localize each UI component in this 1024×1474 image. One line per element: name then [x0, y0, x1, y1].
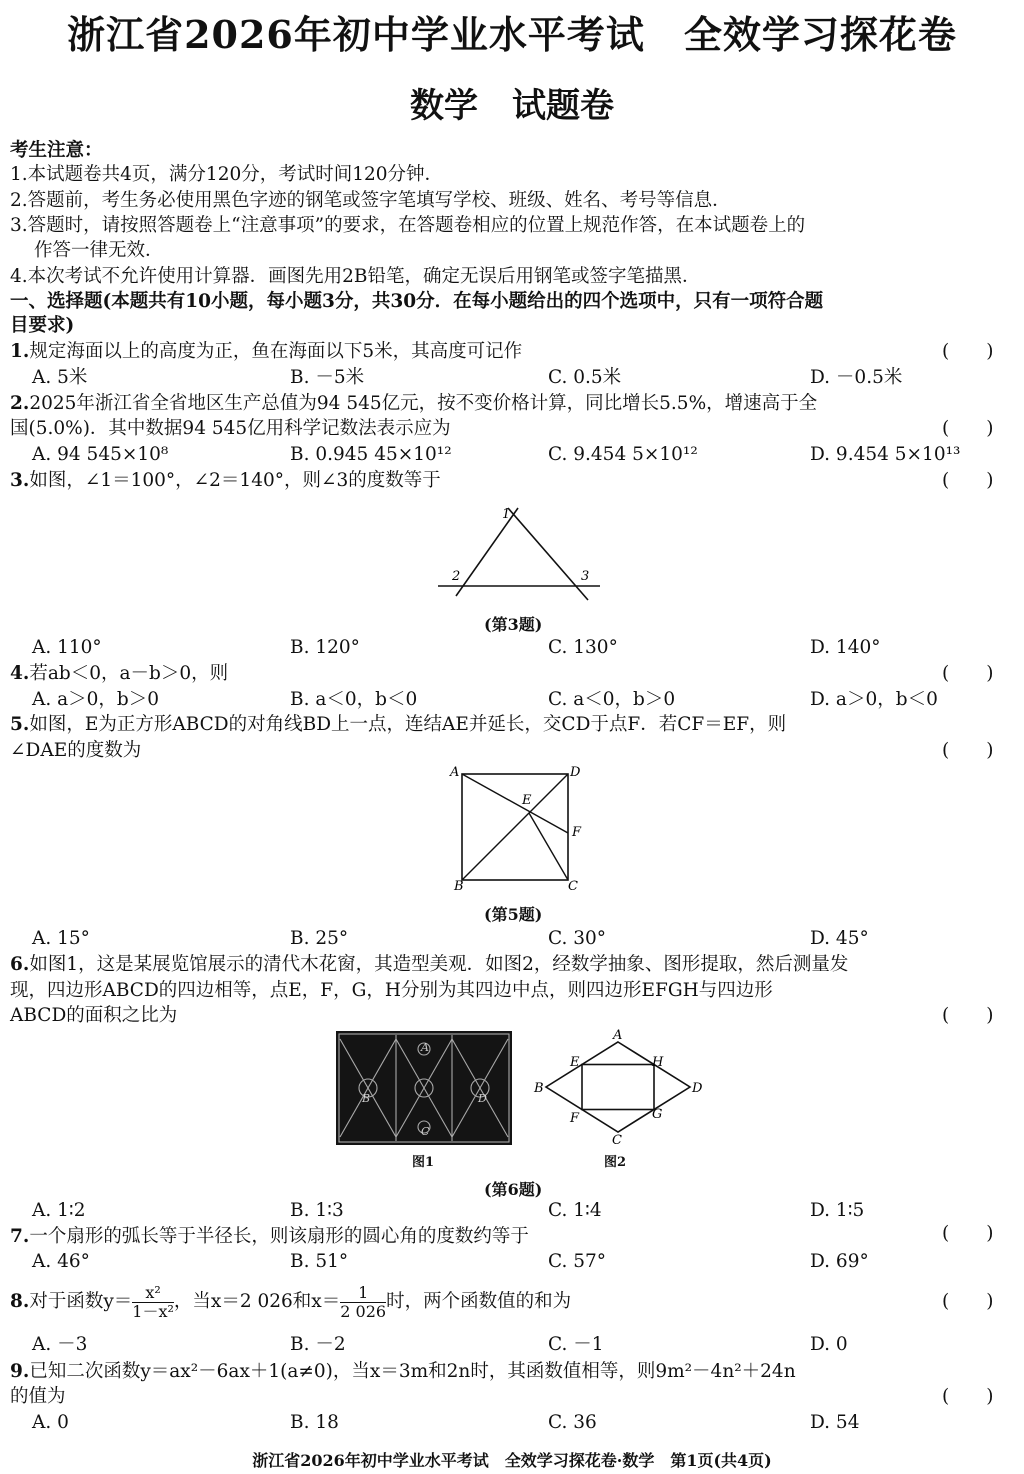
option-a: A. 110°: [32, 637, 102, 658]
question-text: 时，两个函数值的和为: [386, 1291, 572, 1312]
figure-2-label: 图2: [604, 1155, 627, 1170]
answer-blank: ( ): [942, 1005, 994, 1026]
notice-item: 4.本次考试不允许使用计算器．画图先用2B铅笔，确定无误后用钢笔或签字笔描黑．: [10, 266, 701, 287]
answer-blank: ( ): [942, 418, 994, 439]
option-a: A. 0: [32, 1412, 69, 1433]
question-text: ，当x＝2 026和x＝: [173, 1291, 341, 1312]
option-a: A. 46°: [32, 1251, 90, 1272]
question-text: 2025年浙江省全省地区生产总值为94 545亿元，按不变价格计算，同比增长5.5%，增速高于全: [29, 393, 818, 414]
option-a: A. 15°: [32, 928, 90, 949]
option-c: C. 9.454 5×10¹²: [548, 444, 698, 465]
point-label-d: D: [692, 1081, 703, 1096]
option-c: C. 36: [548, 1412, 597, 1433]
question-text: 如图1，这是某展览馆展示的清代木花窗，其造型美观．如图2，经数学抽象、图形提取，然后测量发: [29, 954, 849, 975]
question-number: 6.: [10, 954, 30, 975]
option-d: D. 9.454 5×10¹³: [810, 444, 961, 465]
figure-1-label: 图1: [412, 1155, 435, 1170]
notice-item: 3.答题时，请按照答题卷上“注意事项”的要求，在答题卷相应的位置上规范作答，在本试题卷上的: [10, 215, 806, 236]
diagonal-bd: [462, 774, 568, 880]
question-7: [10, 1225, 529, 1249]
option-b: B. 25°: [290, 928, 349, 949]
answer-blank: ( ): [942, 1223, 994, 1244]
figure-caption: (第3题): [484, 615, 543, 634]
point-label-g: G: [652, 1107, 663, 1122]
option-d: D. 1∶5: [810, 1200, 865, 1221]
option-d: D. a＞0，b＜0: [810, 689, 938, 710]
option-c: C. 130°: [548, 637, 618, 658]
option-c: C. a＜0，b＞0: [548, 689, 676, 710]
question-text: 现，四边形ABCD的四边相等，点E，F，G，H分别为其四边中点，则四边形EFGH与四边形: [10, 980, 773, 1001]
point-label-c: C: [612, 1133, 622, 1146]
question-text: 已知二次函数y＝ax²－6ax＋1(a≠0)，当x＝3m和2n时，其函数值相等，则9m²－4n²＋24n: [29, 1361, 796, 1382]
point-label-e: E: [570, 1055, 580, 1070]
photo-label-a: A: [421, 1041, 429, 1054]
question-6: [10, 953, 848, 977]
option-d: D. －0.5米: [810, 367, 903, 388]
question-text: 若ab＜0，a－b＞0，则: [29, 663, 229, 684]
question-text: 一个扇形的弧长等于半径长，则该扇形的圆心角的度数约等于: [29, 1226, 529, 1247]
question-number: 8.: [10, 1291, 30, 1312]
fraction: [340, 1284, 386, 1321]
question-text: 如图，∠1＝100°，∠2＝140°，则∠3的度数等于: [29, 470, 441, 491]
angle-label-1: 1: [502, 507, 511, 522]
question-number: 1.: [10, 341, 30, 362]
option-b: B. 1∶3: [290, 1200, 344, 1221]
question-number: 9.: [10, 1361, 30, 1382]
question-1: [10, 340, 522, 364]
q6-rhombus-figure: [530, 1028, 710, 1146]
exam-subtitle: 数学 试题卷: [410, 86, 614, 126]
point-label-a: A: [450, 765, 460, 780]
option-d: D. 54: [810, 1412, 860, 1433]
question-3: [10, 469, 441, 493]
answer-blank: ( ): [942, 470, 994, 491]
point-label-f: F: [572, 825, 582, 840]
option-b: B. a＜0，b＜0: [290, 689, 418, 710]
fraction-denominator: 1－x²: [132, 1301, 174, 1321]
option-c: C. 30°: [548, 928, 607, 949]
answer-blank: ( ): [942, 341, 994, 362]
rect-efgh: [582, 1065, 654, 1110]
answer-blank: ( ): [942, 1291, 994, 1312]
fraction-denominator: 2 026: [340, 1301, 387, 1321]
option-b: B. 18: [290, 1412, 339, 1433]
line-ec: [529, 813, 568, 880]
point-label-a: A: [613, 1028, 623, 1043]
notice-item: 作答一律无效．: [34, 240, 164, 261]
question-number: 5.: [10, 714, 30, 735]
fraction-numerator: 1: [358, 1282, 369, 1302]
q5-square-figure: [446, 762, 588, 894]
exam-title: 浙江省2026年初中学业水平考试 全效学习探花卷: [67, 12, 957, 57]
option-a: A. 5米: [32, 367, 88, 388]
option-d: D. 45°: [810, 928, 869, 949]
option-b: B. 0.945 45×10¹²: [290, 444, 452, 465]
figure-caption: (第5题): [484, 905, 543, 924]
window-photo: [336, 1031, 512, 1145]
rhombus-abcd: [546, 1042, 690, 1132]
option-b: B. 51°: [290, 1251, 349, 1272]
photo-label-d: D: [478, 1092, 487, 1105]
figure-caption: (第6题): [484, 1180, 543, 1199]
question-number: 2.: [10, 393, 30, 414]
q3-triangle-figure: [430, 500, 610, 605]
question-text: 的值为: [10, 1386, 66, 1407]
question-text: 规定海面以上的高度为正，鱼在海面以下5米，其高度可记作: [29, 341, 523, 362]
option-b: B. －5米: [290, 367, 365, 388]
option-b: B. －2: [290, 1334, 346, 1355]
fraction: [132, 1284, 174, 1321]
option-c: C. 0.5米: [548, 367, 622, 388]
option-d: D. 69°: [810, 1251, 869, 1272]
point-label-c: C: [568, 879, 578, 894]
question-text: 国(5.0%)．其中数据94 545亿用科学记数法表示应为: [10, 418, 451, 439]
answer-blank: ( ): [942, 1386, 994, 1407]
question-number: 7.: [10, 1226, 30, 1247]
question-2: [10, 392, 817, 416]
angle-label-3: 3: [581, 569, 590, 584]
question-number: 4.: [10, 663, 30, 684]
question-text: ∠DAE的度数为: [10, 740, 142, 761]
option-c: C. 57°: [548, 1251, 607, 1272]
option-a: A. a＞0，b＞0: [32, 689, 160, 710]
question-number: 3.: [10, 470, 30, 491]
option-c: C. －1: [548, 1334, 604, 1355]
section-header: 目要求): [10, 315, 75, 336]
photo-label-c: C: [421, 1125, 430, 1138]
notice-item: 1.本试题卷共4页，满分120分，考试时间120分钟．: [10, 164, 444, 185]
question-4: [10, 662, 228, 686]
option-b: B. 120°: [290, 637, 360, 658]
point-label-b: B: [534, 1081, 544, 1096]
question-text: 如图，E为正方形ABCD的对角线BD上一点，连结AE并延长，交CD于点F．若CF＝EF，则: [29, 714, 787, 735]
question-5: [10, 713, 786, 737]
fraction-numerator: x²: [145, 1282, 161, 1302]
angle-label-2: 2: [452, 569, 461, 584]
question-8: [10, 1282, 571, 1322]
photo-label-b: B: [362, 1092, 371, 1105]
answer-blank: ( ): [942, 663, 994, 684]
option-d: D. 140°: [810, 637, 881, 658]
point-label-b: B: [454, 879, 464, 894]
option-a: A. －3: [32, 1334, 88, 1355]
notice-item: 2.答题前，考生务必使用黑色字迹的钢笔或签字笔填写学校、班级、姓名、考号等信息．: [10, 190, 731, 211]
option-a: A. 94 545×10⁸: [32, 444, 169, 465]
line-af: [462, 774, 568, 833]
option-c: C. 1∶4: [548, 1200, 602, 1221]
question-text: ABCD的面积之比为: [10, 1005, 178, 1026]
answer-blank: ( ): [942, 740, 994, 761]
question-9: [10, 1360, 796, 1384]
option-d: D. 0: [810, 1334, 848, 1355]
option-a: A. 1∶2: [32, 1200, 86, 1221]
page-footer: 浙江省2026年初中学业水平考试 全效学习探花卷·数学 第1页(共4页): [252, 1451, 772, 1470]
point-label-e: E: [522, 793, 532, 808]
question-text: 对于函数y＝: [29, 1291, 133, 1312]
notice-heading: 考生注意：: [10, 140, 103, 161]
section-header: 一、选择题(本题共有10小题，每小题3分，共30分．在每小题给出的四个选项中，只有一项符合题: [10, 291, 824, 312]
point-label-f: F: [570, 1111, 580, 1126]
point-label-d: D: [570, 765, 581, 780]
point-label-h: H: [652, 1055, 664, 1070]
